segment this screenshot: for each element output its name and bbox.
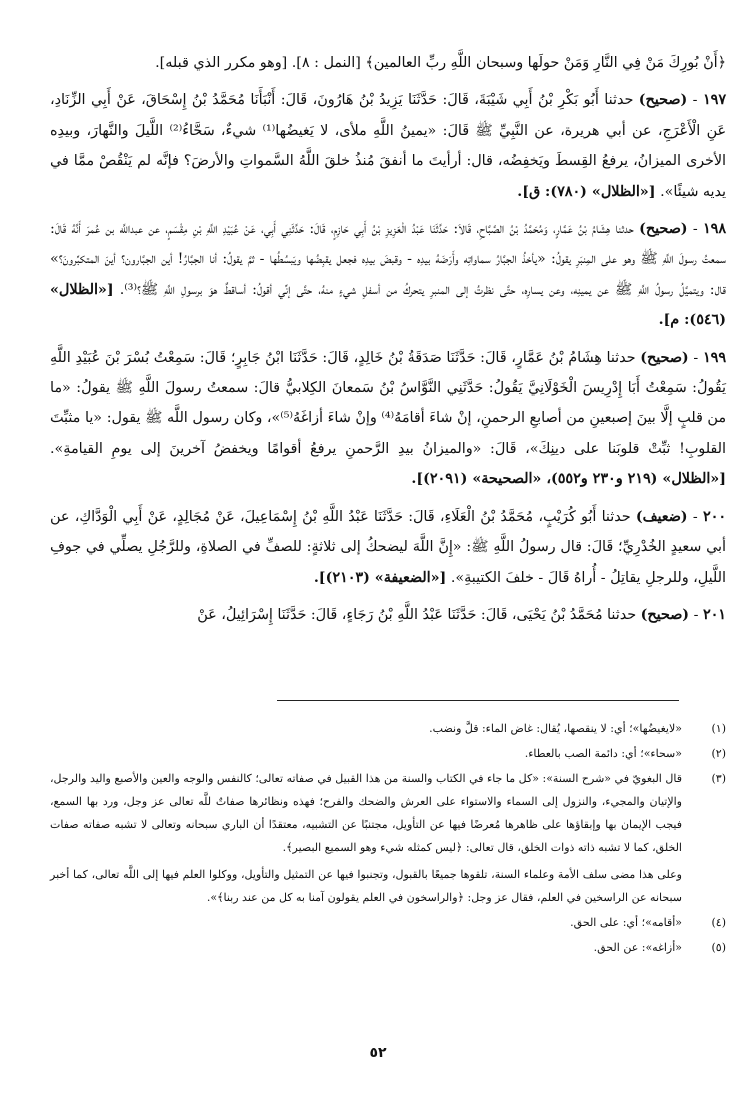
page-number: ٥٢: [369, 1045, 387, 1061]
footnote-text: «سحاء»؛ أي: دائمة الصب بالعطاء.: [524, 747, 682, 760]
hadith-number: ١٩٩: [702, 349, 727, 366]
hadith-text: حدثنا هِشَامُ بْنُ عَمَّارٍ، وَمُحَمَّدُ بْنُ الصَّبَّاحِ، قَالاَ: حَدَّثَنَا عَبْدُ الْعَزِيزِ بْنُ أَبِي حَازِمٍ، قَالَ: حَدَّثَنِي أَبِي، عَنْ عُبَيْدِ اللَّهِ بْنِ مِقْسَمٍ، عن عبداللَّه بن عُمرَ أَنَّهُ قَالَ: سمعتُ رسولَ اللَّهِ ﷺ وهو على المِنبَرِ يقولُ: «يأخذُ الجبَّارُ سماواتِه وأَرَضَهُ بيدِه - وقبضَ بيدِه فجعل يقبِضُها ويَبسُطُها - ثمَّ يقولُ: أنا الجبَّارُ! أين الجبَّارون؟ أينَ المتكبِّرونَ؟» قال: ويتميَّلُ رسولُ اللَّهِ ﷺ عن يمينِه، وعن يسارِه، حتَّى نظرتُ إلى المنبرِ يتحركُ من أسفلِ شيءٍ منهُ، حتَّى إنِّي أقولُ: أساقطٌ هوَ برسولِ اللَّهِ ﷺ؟⁽³⁾.: [50, 221, 726, 298]
footnote-text: قال البغويّ في «شرح السنة»: «كل ما جاء في الكتاب والسنة من هذا القبيل في صفاته تعالى؛ كالنفس والوجه والعين والأصبع واليد والرجل، والإتيان والمجيء، والنزول إلى السماء والاستواء على العرش والضحك والفرح؛ فهذه ونظائرها صفاتٌ للَّه تعالى عز وجل، ورد بها السمع، فيجب الإيمان بها وإبقاؤها على ظاهرها مُعرضًا فيها عن التأويل، مجتنبًا عن التشبيه، معتقدًا أن الباري سبحانه وتعالى لا تشبه صفاته صفات الخلق، كما لا تشبه ذاته ذوات الخلق، قال تعالى: ﴿ليس كمثله شيء وهو السميع البصير﴾.: [50, 772, 682, 854]
hadith-number: ٢٠٠: [702, 508, 727, 525]
hadith-grade: (صحيح): [639, 221, 688, 238]
hadith-reference: [«الظلال» (٥٤٦): م].: [50, 281, 726, 329]
footnote-text: «أقامه»؛ أي: على الحق.: [570, 916, 682, 929]
footnote-mark: (٣): [711, 772, 726, 785]
hadith-grade: (صحيح): [640, 349, 689, 366]
hadith-number: ٢٠١: [702, 606, 726, 623]
footnote-2: [50, 742, 726, 765]
hadith-198: ١٩٨ - (صحيح) حدثنا هِشَامُ بْنُ عَمَّارٍ، وَمُحَمَّدُ بْنُ الصَّبَّاحِ، قَالاَ: حَدَّثَنَا عَبْدُ الْعَزِيزِ بْنُ أَبِي حَازِمٍ، قَالَ: حَدَّثَنِي أَبِي، عَنْ عُبَيْدِ اللَّهِ بْنِ مِقْسَمٍ، عن عبداللَّه بن عُمرَ أَنَّهُ قَالَ: سمعتُ رسولَ اللَّهِ ﷺ وهو على المِنبَرِ يقولُ: «يأخذُ الجبَّارُ سماواتِه وأَرَضَهُ بيدِه - وقبضَ بيدِه فجعل يقبِضُها ويَبسُطُها - ثمَّ يقولُ: أنا الجبَّارُ! أين الجبَّارون؟ أينَ المتكبِّرونَ؟» قال: ويتميَّلُ رسولُ اللَّهِ ﷺ عن يمينِه، وعن يسارِه، حتَّى نظرتُ إلى المنبرِ يتحركُ من أسفلِ شيءٍ منهُ، حتَّى إنِّي أقولُ: أساقطٌ هوَ برسولِ اللَّهِ ﷺ؟⁽³⁾. [«الظلال» (٥٤٦): م].: [50, 221, 727, 329]
intro-paragraph: [50, 48, 726, 78]
footnote-text: «أزاغه»: عن الحق.: [593, 941, 682, 954]
footnote-continuation: وعلى هذا مضى سلف الأمة وعلماء السنة، تلقوها جميعًا بالقبول، وتجنبوا فيها عن التمثيل والتأويل، ووكلوا العلم فيها إلى اللَّه تعالى، كما أخبر سبحانه عن الراسخين في العلم، فقال عز وجل: ﴿والراسخون في العلم يقولون آمنا به كل من عند ربنا﴾».: [50, 868, 682, 904]
hadith-grade: (ضعيف): [635, 508, 688, 525]
hadith-197: ١٩٧ - (صحيح) حدثنا أَبُو بَكْرِ بْنُ أَبِي شَيْبَةَ، قَالَ: حَدَّثَنَا يَزِيدُ بْنُ هَارُونَ، قَالَ: أَنْبَأَنَا مُحَمَّدُ بْنُ إِسْحَاقَ، عَنْ أَبِي الزِّنَادِ، عَنِ الْأَعْرَجِ، عن أبي هريرة، عن النَّبِيِّ ﷺ قَالَ: «يمينُ اللَّهِ ملأى، لا يَغيضُها⁽¹⁾ شيءٌ، سَحَّاءُ⁽²⁾ اللَّيلَ والنَّهارَ، وبيدِه الأخرى الميزانُ، يرفعُ القِسطَ ويَخفِضُه، قال: أرأيتَ ما أنفقَ مُنذُ خلقَ اللَّهُ السَّمواتِ والأرضَ؟ فإنَّه لم يَنْقُصْ ممَّا في يديه شيئًا». [«الظلال» (٧٨٠): ق].: [50, 92, 727, 200]
hadith-199: ١٩٩ - (صحيح) حدثنا هِشَامُ بْنُ عَمَّارٍ، قَالَ: حَدَّثَنَا صَدَقَةُ بْنُ خَالِدٍ، قَالَ: حَدَّثَنَا ابْنُ جَابِرٍ؛ قَالَ: سَمِعْتُ بُسْرَ بْنَ عُبَيْدِ اللَّهِ يَقُولُ: سَمِعْتُ أَبَا إِدْرِيسَ الْخَوْلَانِيَّ يَقُولُ: حَدَّثَنِي النَّوَّاسُ بْنُ سَمعانَ الكِلابيُّ قالَ: سمعتُ رسولَ اللَّهِ ﷺ يقولُ: «ما من قلبٍ إلَّا بينَ إصبعينِ من أصابعِ الرحمنِ، إنْ شاءَ أقامَهُ⁽⁴⁾ وإنْ شاءَ أزاغَهُ⁽⁵⁾»، وكان رسول اللَّه ﷺ يقول: «يا مثبِّتَ القلوبِ! ثبِّتْ قلوبَنا على دينِكَ»، قَالَ: «والميزانُ بيدِ الرَّحمنِ يرفعُ أقوامًا ويخفضُ آخرينَ إلى يومِ القيامةِ». [«الظلال» (٢١٩ و٢٣٠ و٥٥٢)، «الصحيحة» (٢٠٩١)].: [50, 349, 727, 488]
hadith-reference: [«الضعيفة» (٢١٠٣)].: [313, 569, 447, 586]
hadith-grade: (صحيح): [640, 606, 690, 623]
hadith-number: ١٩٨: [702, 221, 727, 238]
hadith-text: حدثنا مُحَمَّدُ بْنُ يَحْيَى، قَالَ: حَدَّثَنَا عَبْدُ اللَّهِ بْنُ رَجَاءٍ، قَالَ: حَدَّثَنَا إِسْرَائِيلُ، عَنْ: [197, 606, 637, 623]
main-text: [50, 48, 726, 630]
footnotes: [50, 717, 726, 961]
hadith-201: ٢٠١ - (صحيح) حدثنا مُحَمَّدُ بْنُ يَحْيَى، قَالَ: حَدَّثَنَا عَبْدُ اللَّهِ بْنُ رَجَاءٍ، قَالَ: حَدَّثَنَا إِسْرَائِيلُ، عَنْ: [197, 606, 726, 623]
hadith-grade: (صحيح): [638, 92, 688, 109]
intro-text: ﴿أَنْ بُورِكَ مَنْ فِي النَّارِ وَمَنْ حولَها وسبحان اللَّهِ ربِّ العالمين﴾ [النمل : ٨]. [وهو مكرر الذي قبله].: [155, 55, 726, 71]
footnote-4: [50, 911, 726, 934]
footnote-body: [50, 767, 682, 909]
hadith-text: حدثنا أَبُو كُرَيْبٍ، مُحَمَّدُ بْنُ الْعَلَاءِ، قَالَ: حَدَّثَنَا عَبْدُ اللَّهِ بْنُ إِسْمَاعِيلَ، عَنْ مُجَالِدٍ، عَنْ أَبِي الْوَدَّاكِ، عن أبي سعيدٍ الخُدْرِيِّ؛ قَالَ: قال رسولُ اللَّهِ ﷺ: «إِنَّ اللَّهَ ليضحكُ إلى ثلاثةٍ: للصفِّ في الصلاةِ، وللرَّجُلِ يصلِّي في جوفِ اللَّيلِ، وللرجلِ يقاتِلُ - أُراهُ قَالَ - خلفَ الكتيبةِ».: [50, 508, 726, 586]
hadith-number: ١٩٧: [702, 92, 727, 109]
footnote-mark: (٢): [711, 747, 726, 760]
footnote-3: [50, 767, 726, 909]
hadith-reference: [«الظلال» (٢١٩ و٢٣٠ و٥٥٢)، «الصحيحة» (٢٠٩١)].: [411, 471, 726, 488]
footnote-text: «لايغيضُها»؛ أي: لا ينقصها، يُقال: غاض الماء: قلَّ ونضب.: [429, 722, 682, 735]
hadith-200: ٢٠٠ - (ضعيف) حدثنا أَبُو كُرَيْبٍ، مُحَمَّدُ بْنُ الْعَلَاءِ، قَالَ: حَدَّثَنَا عَبْدُ اللَّهِ بْنُ إِسْمَاعِيلَ، عَنْ مُجَالِدٍ، عَنْ أَبِي الْوَدَّاكِ، عن أبي سعيدٍ الخُدْرِيِّ؛ قَالَ: قال رسولُ اللَّهِ ﷺ: «إِنَّ اللَّهَ ليضحكُ إلى ثلاثةٍ: للصفِّ في الصلاةِ، وللرَّجُلِ يصلِّي في جوفِ اللَّيلِ، وللرجلِ يقاتِلُ - أُراهُ قَالَ - خلفَ الكتيبةِ». [«الضعيفة» (٢١٠٣)].: [50, 508, 727, 586]
footnote-divider: [277, 700, 679, 701]
footnote-mark: (٤): [711, 916, 726, 929]
footnote-mark: (١): [711, 722, 726, 735]
footnote-5: [50, 936, 726, 959]
hadith-text: حدثنا هِشَامُ بْنُ عَمَّارٍ، قَالَ: حَدَّثَنَا صَدَقَةُ بْنُ خَالِدٍ، قَالَ: حَدَّثَنَا ابْنُ جَابِرٍ؛ قَالَ: سَمِعْتُ بُسْرَ بْنَ عُبَيْدِ اللَّهِ يَقُولُ: سَمِعْتُ أَبَا إِدْرِيسَ الْخَوْلَانِيَّ يَقُولُ: حَدَّثَنِي النَّوَّاسُ بْنُ سَمعانَ الكِلابيُّ قالَ: سمعتُ رسولَ اللَّهِ ﷺ يقولُ: «ما من قلبٍ إلَّا بينَ إصبعينِ من أصابعِ الرحمنِ، إنْ شاءَ أقامَهُ⁽⁴⁾ وإنْ شاءَ أزاغَهُ⁽⁵⁾»، وكان رسول اللَّه ﷺ يقول: «يا مثبِّتَ القلوبِ! ثبِّتْ قلوبَنا على دينِكَ»، قَالَ: «والميزانُ بيدِ الرَّحمنِ يرفعُ أقوامًا ويخفضُ آخرينَ إلى يومِ القيامةِ».: [50, 349, 726, 457]
hadith-text: حدثنا أَبُو بَكْرِ بْنُ أَبِي شَيْبَةَ، قَالَ: حَدَّثَنَا يَزِيدُ بْنُ هَارُونَ، قَالَ: أَنْبَأَنَا مُحَمَّدُ بْنُ إِسْحَاقَ، عَنْ أَبِي الزِّنَادِ، عَنِ الْأَعْرَجِ، عن أبي هريرة، عن النَّبِيِّ ﷺ قَالَ: «يمينُ اللَّهِ ملأى، لا يَغيضُها⁽¹⁾ شيءٌ، سَحَّاءُ⁽²⁾ اللَّيلَ والنَّهارَ، وبيدِه الأخرى الميزانُ، يرفعُ القِسطَ ويَخفِضُه، قال: أرأيتَ ما أنفقَ مُنذُ خلقَ اللَّهُ السَّمواتِ والأرضَ؟ فإنَّه لم يَنْقُصْ ممَّا في يديه شيئًا».: [50, 92, 726, 200]
footnote-1: [50, 717, 726, 740]
hadith-reference: [«الظلال» (٧٨٠): ق].: [517, 183, 656, 200]
footnote-mark: (٥): [711, 941, 726, 954]
